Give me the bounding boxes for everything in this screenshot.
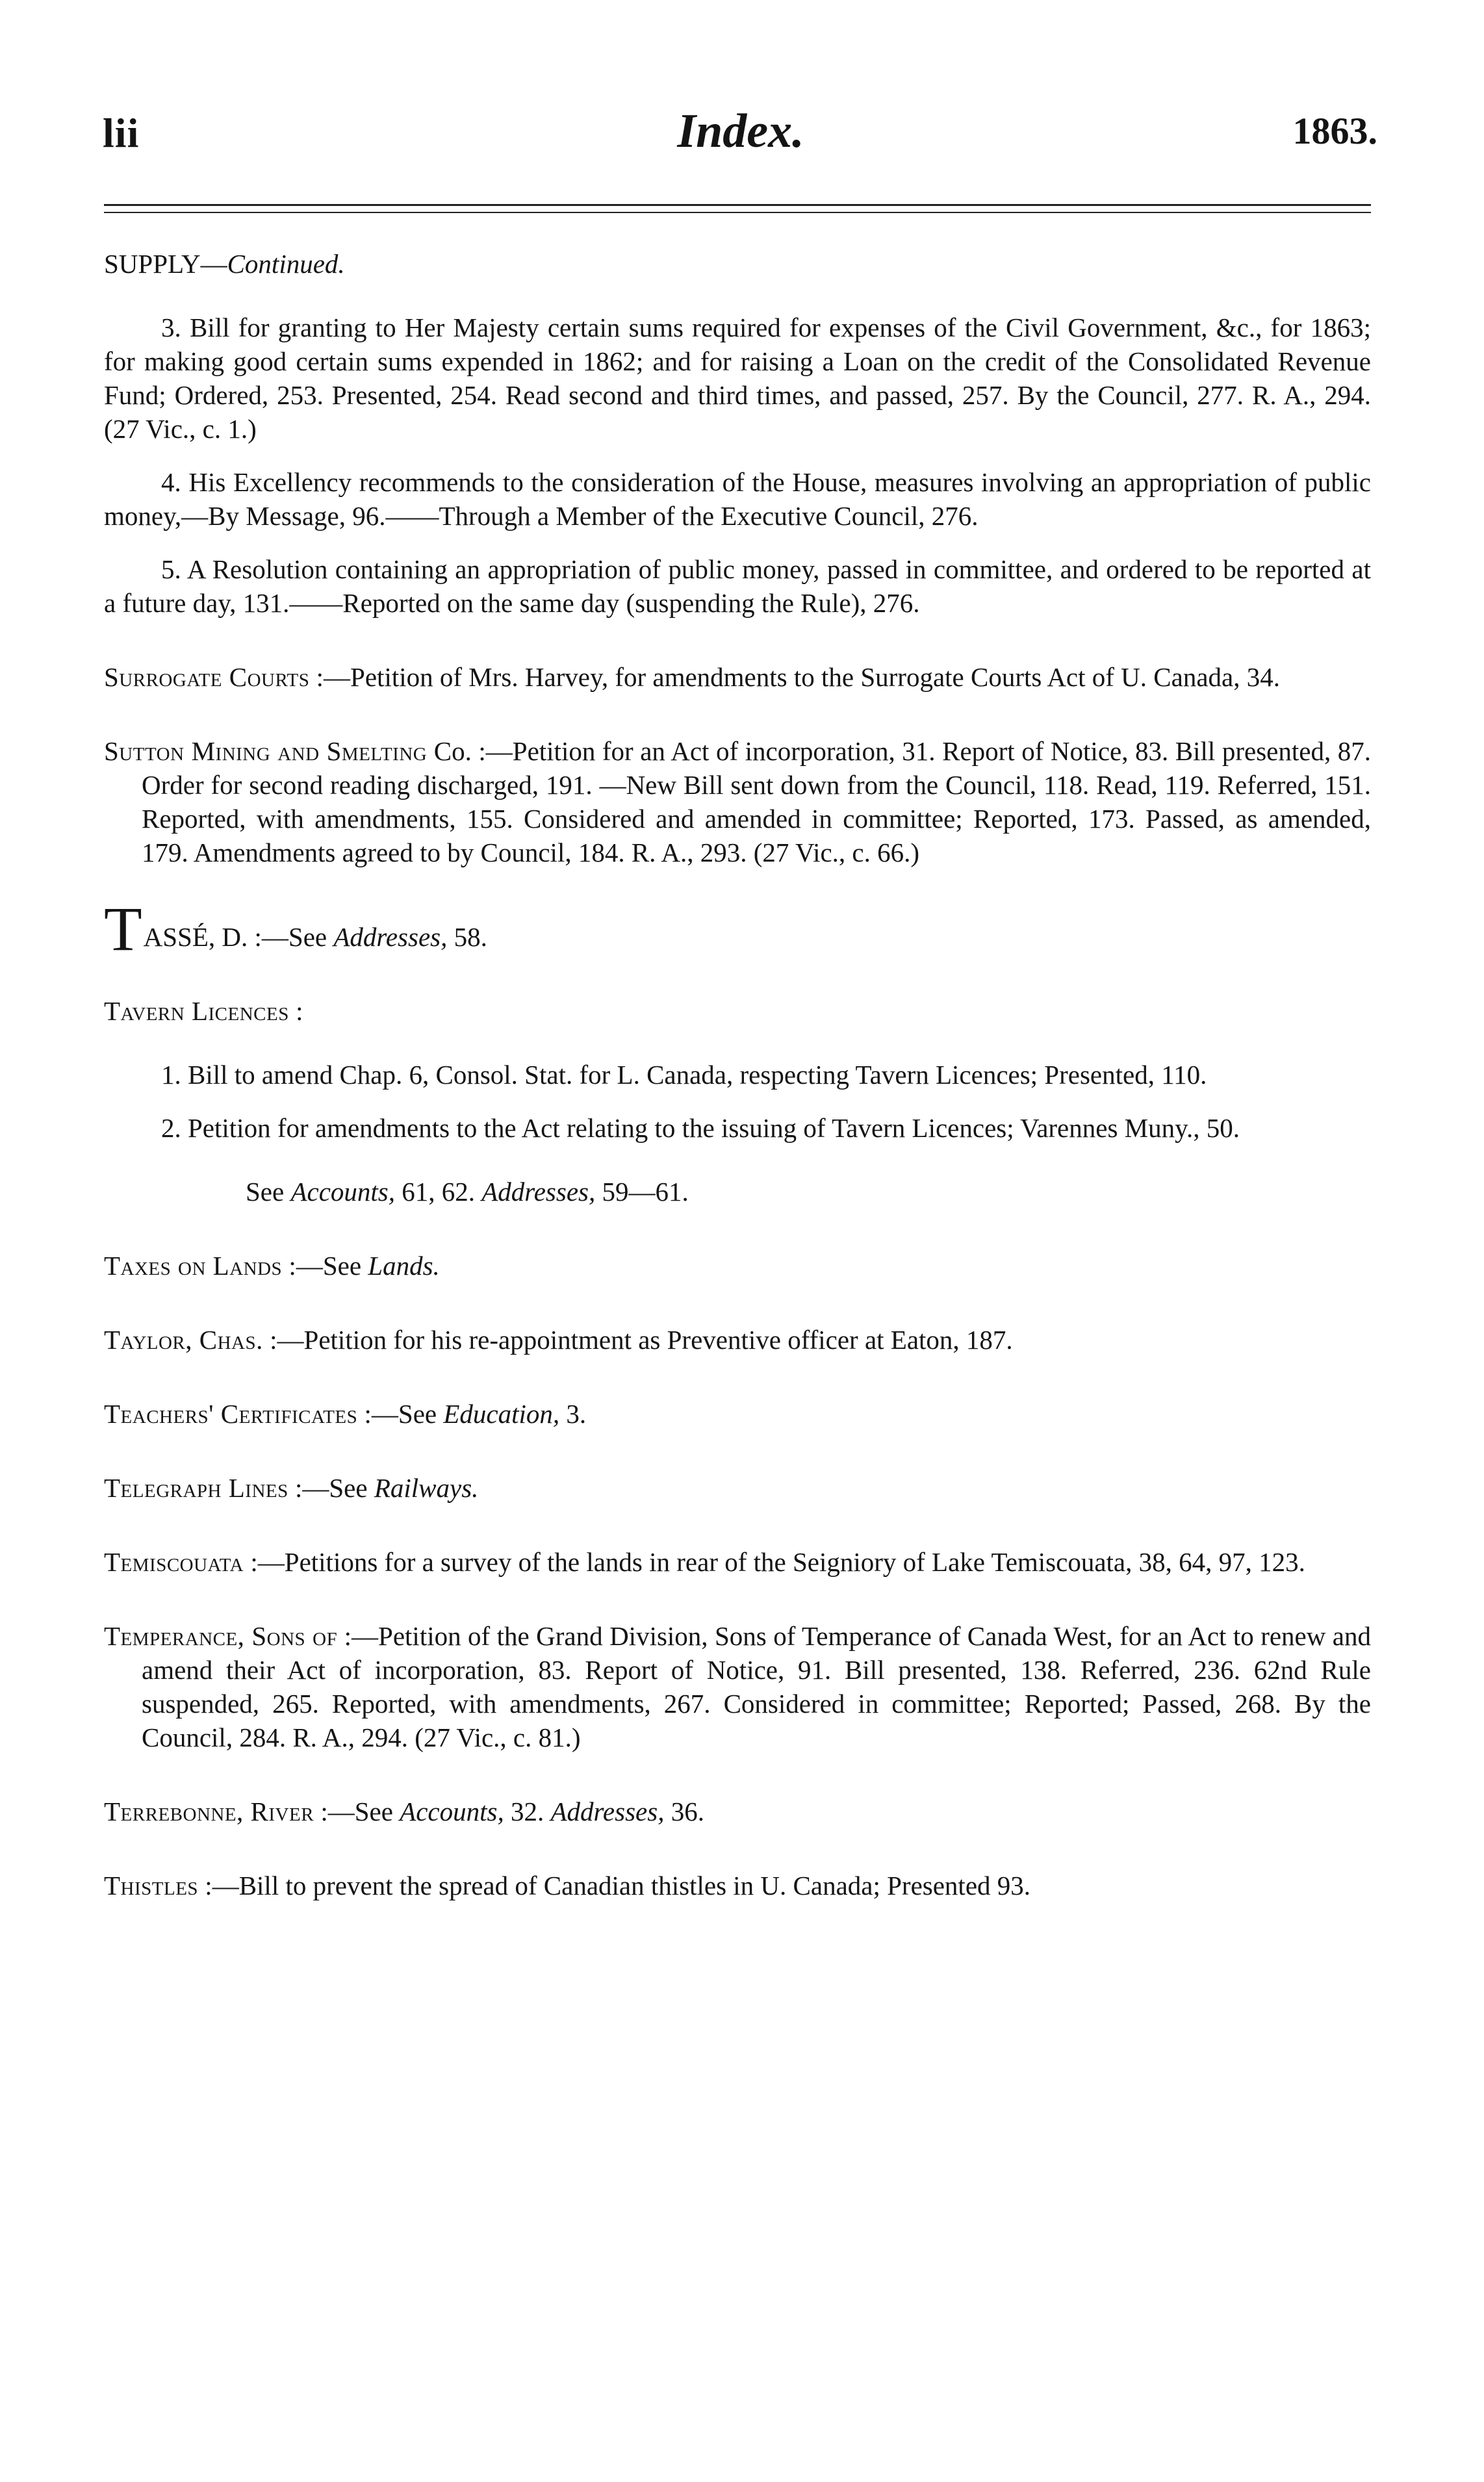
entry-pages: 61, 62. xyxy=(395,1177,482,1207)
cross-reference: Education, xyxy=(443,1399,560,1429)
cross-reference: Accounts, xyxy=(290,1177,395,1207)
cross-reference: Addresses, xyxy=(550,1797,665,1826)
entry-heading: Tavern Licences xyxy=(104,996,289,1026)
page-header xyxy=(97,78,1384,158)
entry-heading: Terrebonne, River xyxy=(104,1797,314,1826)
entry-surrogate-courts xyxy=(104,660,1371,694)
entry-text: :—Petition of Mrs. Harvey, for amendments to the Surrogate Courts Act of U. Canada, 34. xyxy=(309,662,1280,692)
entry-text: :—See xyxy=(248,922,334,952)
page-year: 1863. xyxy=(1292,110,1377,152)
entry-heading: SUPPLY— xyxy=(104,249,227,279)
entry-terrebonne-river xyxy=(104,1795,1371,1828)
supply-item-3: 3. Bill for granting to Her Majesty certain sums required for expenses of the Civil Government, &c., for 1863; for making good certain sums expended in 1862; and for raising a Loan on the credit of the Consolidated Revenue Fund; Ordered, 253. Presented, 254. Read second and third times, and passed, 257. By the Council, 277. R. A., 294. (27 Vic., c. 1.) xyxy=(104,313,1371,444)
entry-text: :—See xyxy=(314,1797,400,1826)
entry-text: Co. :—Petition for an Act of incorporation, 31. Report of Notice, 83. Bill presented, 87. Order for second reading discharged, 191. —New Bill sent down from the Council, 118. Read, 119. Referred, 151. Reported, with amendments, 155. Considered and amended in committee; Reported, 173. Passed, as amended, 179. Amendments agreed to by Council, 184. R. A., 293. (27 Vic., c. 66.) xyxy=(142,736,1371,867)
entry-heading: Taylor, Chas. xyxy=(104,1325,263,1355)
entry-sutton-mining xyxy=(104,734,1371,869)
entry-heading: Telegraph Lines xyxy=(104,1473,288,1503)
entry-telegraph-lines xyxy=(104,1471,1371,1505)
entry-tasse xyxy=(104,894,1371,964)
tavern-see-also xyxy=(104,1175,1371,1209)
header-rule-bottom xyxy=(104,212,1371,213)
entry-temiscouata xyxy=(104,1545,1371,1579)
entry-taxes-on-lands xyxy=(104,1249,1371,1283)
entry-pages: 59—61. xyxy=(595,1177,689,1207)
entry-temperance-sons-of xyxy=(104,1619,1371,1754)
cross-reference: Addresses, xyxy=(333,922,448,952)
entry-text: :—Petitions for a survey of the lands in rear of the Seigniory of Lake Temiscouata, 38, 64, 97, 123. xyxy=(244,1547,1305,1577)
cross-reference: Railways. xyxy=(374,1473,479,1503)
entry-heading: Temperance, Sons of xyxy=(104,1621,338,1651)
entry-heading: ASSÉ, D. xyxy=(143,922,248,952)
index-page xyxy=(97,0,1384,2482)
cross-reference: Addresses, xyxy=(481,1177,596,1207)
entry-pages: 58. xyxy=(447,922,487,952)
entry-text: :—Petition for his re-appointment as Preventive officer at Eaton, 187. xyxy=(262,1325,1013,1355)
supply-item-5: 5. A Resolution containing an appropriation of public money, passed in committee, and ordered to be reported at a future day, 131.——Reported on the same day (suspending the Rule), 276. xyxy=(104,554,1371,618)
entry-text: :—Bill to prevent the spread of Canadian thistles in U. Canada; Presented 93. xyxy=(198,1871,1031,1900)
entry-supply-heading xyxy=(104,247,1371,281)
tavern-item-1: 1. Bill to amend Chap. 6, Consol. Stat. for L. Canada, respecting Tavern Licences; Presented, 110. xyxy=(161,1060,1207,1090)
entry-text: :—See xyxy=(357,1399,444,1429)
entry-heading: Thistles xyxy=(104,1871,199,1900)
see-label: See xyxy=(246,1177,291,1207)
entry-pages: 36. xyxy=(664,1797,704,1826)
entry-colon: : xyxy=(288,996,303,1026)
tavern-item-2: 2. Petition for amendments to the Act relating to the issuing of Tavern Licences; Varennes Muny., 50. xyxy=(161,1113,1240,1143)
cross-reference: Lands. xyxy=(368,1251,440,1281)
entry-taylor-chas xyxy=(104,1323,1371,1357)
entry-pages: 32. xyxy=(504,1797,551,1826)
supply-item-4: 4. His Excellency recommends to the consideration of the House, measures involving an appropriation of public money,—By Message, 96.——Through a Member of the Executive Council, 276. xyxy=(104,467,1371,531)
entry-heading: Temiscouata xyxy=(104,1547,244,1577)
entry-text: :—See xyxy=(282,1251,368,1281)
entry-tavern-licences xyxy=(104,994,1371,1028)
entry-text: :—See xyxy=(288,1473,374,1503)
entry-heading: Teachers' Certificates xyxy=(104,1399,358,1429)
entry-heading: Sutton Mining and Smelting xyxy=(104,736,428,766)
index-body xyxy=(104,247,1371,1902)
header-rule-top xyxy=(104,204,1371,206)
entry-thistles xyxy=(104,1869,1371,1902)
entry-text: :—Petition of the Grand Division, Sons of Temperance of Canada West, for an Act to renew and amend their Act of incorporation, 83. Report of Notice, 91. Bill presented, 138. Referred, 236. 62nd Rule suspended, 265. Reported, with amendments, 267. Considered in committee; Reported; Passed, 268. By the Council, 284. R. A., 294. (27 Vic., c. 81.) xyxy=(142,1621,1372,1752)
continued-label: Continued. xyxy=(227,249,345,279)
page-title: Index. xyxy=(677,105,804,158)
cross-reference: Accounts, xyxy=(400,1797,504,1826)
entry-pages: 3. xyxy=(559,1399,587,1429)
entry-heading: Taxes on Lands xyxy=(104,1251,283,1281)
entry-teachers-certificates xyxy=(104,1397,1371,1431)
section-initial-t: T xyxy=(104,894,142,964)
page-number: lii xyxy=(103,110,140,156)
entry-heading: Surrogate Courts xyxy=(104,662,310,692)
